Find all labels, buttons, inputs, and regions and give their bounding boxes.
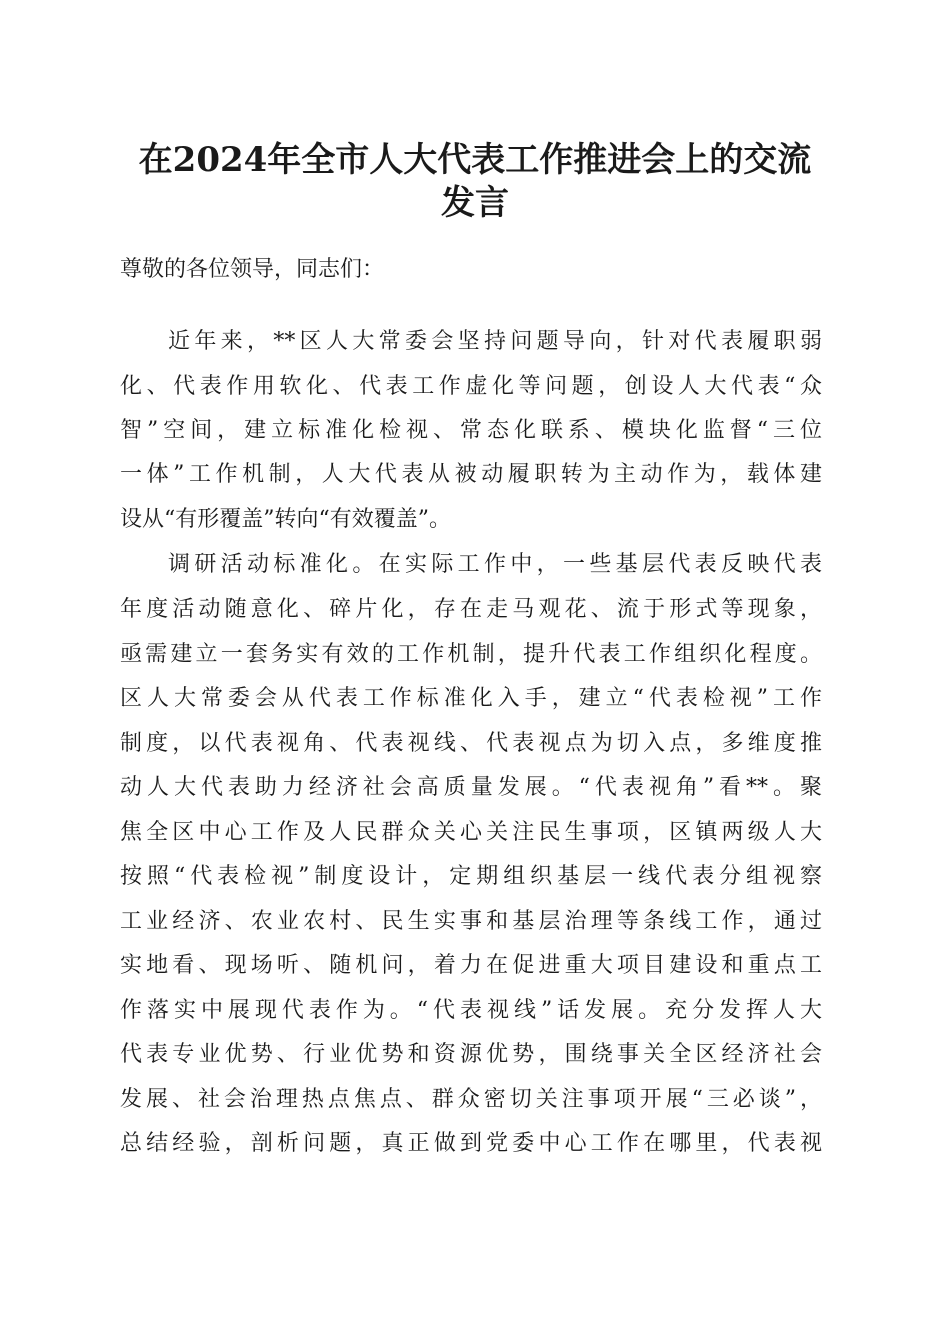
paragraph-line: 化、代表作用软化、代表工作虚化等问题，创设人大代表“众 (120, 374, 822, 399)
paragraph-line: 制度，以代表视角、代表视线、代表视点为切入点，多维度推 (120, 731, 822, 756)
paragraph-line: 总结经验，剖析问题，真正做到党委中心工作在哪里，代表视 (120, 1131, 822, 1156)
paragraph-line: 发展、社会治理热点焦点、群众密切关注事项开展“三必谈”， (120, 1087, 822, 1112)
document-title-line-1: 在2024年全市人大代表工作推进会上的交流 (138, 140, 812, 180)
paragraph-line: 年度活动随意化、碎片化，存在走马观花、流于形式等现象， (120, 597, 822, 622)
paragraph-line: 亟需建立一套务实有效的工作机制，提升代表工作组织化程度。 (120, 642, 822, 667)
document-title-line-2: 发言 (441, 183, 509, 223)
paragraph-line: 按照“代表检视”制度设计，定期组织基层一线代表分组视察 (120, 864, 822, 889)
paragraph-line: 区人大常委会从代表工作标准化入手，建立“代表检视”工作 (120, 686, 822, 711)
paragraph-line: 焦全区中心工作及人民群众关心关注民生事项，区镇两级人大 (120, 820, 822, 845)
paragraph-line: 近年来，**区人大常委会坚持问题导向，针对代表履职弱 (168, 329, 822, 354)
paragraph-line: 作落实中展现代表作为。“代表视线”话发展。充分发挥人大 (120, 998, 822, 1023)
paragraph-line: 工业经济、农业农村、民生实事和基层治理等条线工作，通过 (120, 909, 822, 934)
paragraph-line: 智”空间，建立标准化检视、常态化联系、模块化监督“三位 (120, 418, 822, 443)
salutation: 尊敬的各位领导，同志们： (120, 257, 385, 282)
paragraph-line: 动人大代表助力经济社会高质量发展。“代表视角”看**。聚 (120, 775, 822, 800)
paragraph-line: 调研活动标准化。在实际工作中，一些基层代表反映代表 (168, 552, 822, 577)
paragraph-line: 一体”工作机制，人大代表从被动履职转为主动作为，载体建 (120, 462, 822, 487)
paragraph-line: 代表专业优势、行业优势和资源优势，围绕事关全区经济社会 (120, 1042, 822, 1067)
paragraph-line: 实地看、现场听、随机问，着力在促进重大项目建设和重点工 (120, 953, 822, 978)
paragraph-line: 设从“有形覆盖”转向“有效覆盖”。 (120, 507, 451, 532)
